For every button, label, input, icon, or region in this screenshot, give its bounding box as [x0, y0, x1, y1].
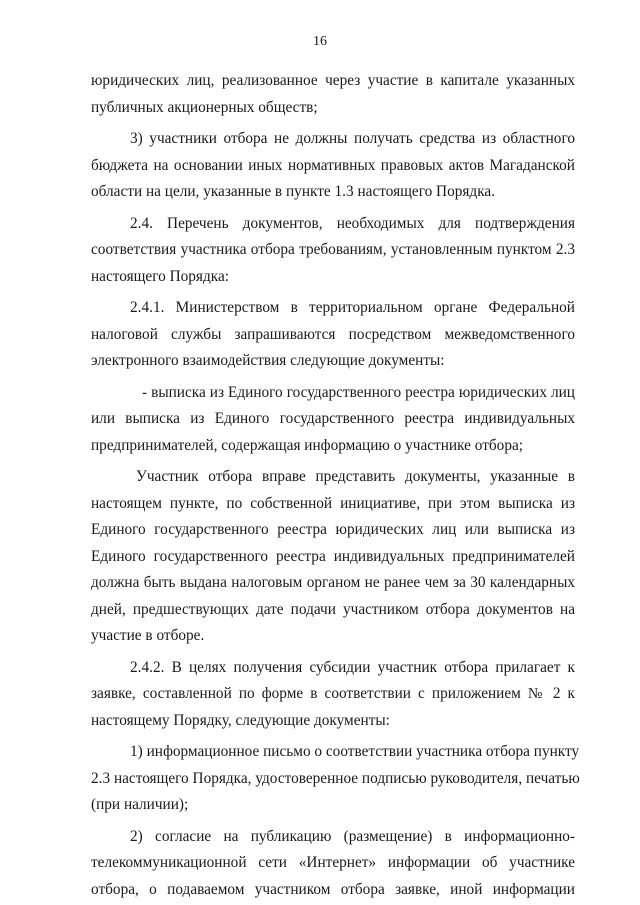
text-line: отбора, о подаваемом участником отбора заявке, иной информации: [91, 880, 575, 898]
text-line: соответствия участника отбора требованиям, установленным пунктом 2.3: [91, 241, 575, 258]
text-line: налоговой службы запрашиваются посредством межведомственного: [91, 325, 575, 343]
text-line: настоящего Порядка:: [91, 267, 229, 285]
text-line: области на цели, указанные в пункте 1.3 настоящего Порядка.: [91, 183, 496, 200]
text-line: 1) информационное письмо о соответствии участника отбора пункту: [130, 743, 580, 760]
text-line: публичных акционерных обществ;: [91, 98, 318, 116]
text-line: настоящему Порядку, следующие документы:: [91, 711, 390, 729]
text-line: или выписка из Единого государственного реестра индивидуальных: [91, 410, 575, 427]
text-line: Единого государственного реестра индивидуальных предпринимателей: [91, 547, 575, 565]
text-line: Участник отбора вправе представить документы, указанные в: [136, 468, 575, 485]
text-line: 3) участники отбора не должны получать средства из областного: [130, 130, 575, 147]
text-line: юридических лиц, реализованное через участие в капитале указанных: [91, 72, 575, 89]
text-line: участие в отборе.: [91, 627, 205, 644]
text-line: Единого государственного реестра юридических лиц или выписка из: [91, 521, 575, 538]
page-number: 16: [313, 34, 327, 49]
text-line: 2.4.1. Министерством в территориальном органе Федеральной: [130, 299, 575, 316]
text-line: 2.4.2. В целях получения субсидии участник отбора прилагает к: [130, 658, 575, 676]
text-line: 2) согласие на публикацию (размещение) в информационно-: [130, 827, 575, 845]
text-line: бюджета на основании иных нормативных правовых актов Магаданской: [91, 156, 575, 174]
text-line: заявке, составленной по форме в соответствии с приложением № 2 к: [91, 685, 575, 702]
document-body: [91, 68, 580, 903]
text-line: 2.4. Перечень документов, необходимых для подтверждения: [130, 214, 575, 232]
text-line: 2.3 настоящего Порядка, удостоверенное подписью руководителя, печатью: [91, 769, 580, 787]
text-line: электронного взаимодействия следующие документы:: [91, 352, 445, 369]
text-line: дней, предшествующих дате подачи участником отбора документов на: [91, 600, 575, 618]
text-line: должна быть выдана налоговым органом не ранее чем за 30 календарных: [91, 574, 575, 591]
text-line: (при наличии);: [91, 796, 189, 813]
text-line: - выписка из Единого государственного реестра юридических лиц: [142, 383, 575, 401]
text-line: настоящем пункте, по собственной инициативе, при этом выписка из: [91, 494, 575, 512]
text-line: предпринимателей, содержащая информацию о участнике отбора;: [91, 436, 524, 454]
text-line: телекоммуникационной сети «Интернет» информации об участнике: [91, 854, 575, 871]
